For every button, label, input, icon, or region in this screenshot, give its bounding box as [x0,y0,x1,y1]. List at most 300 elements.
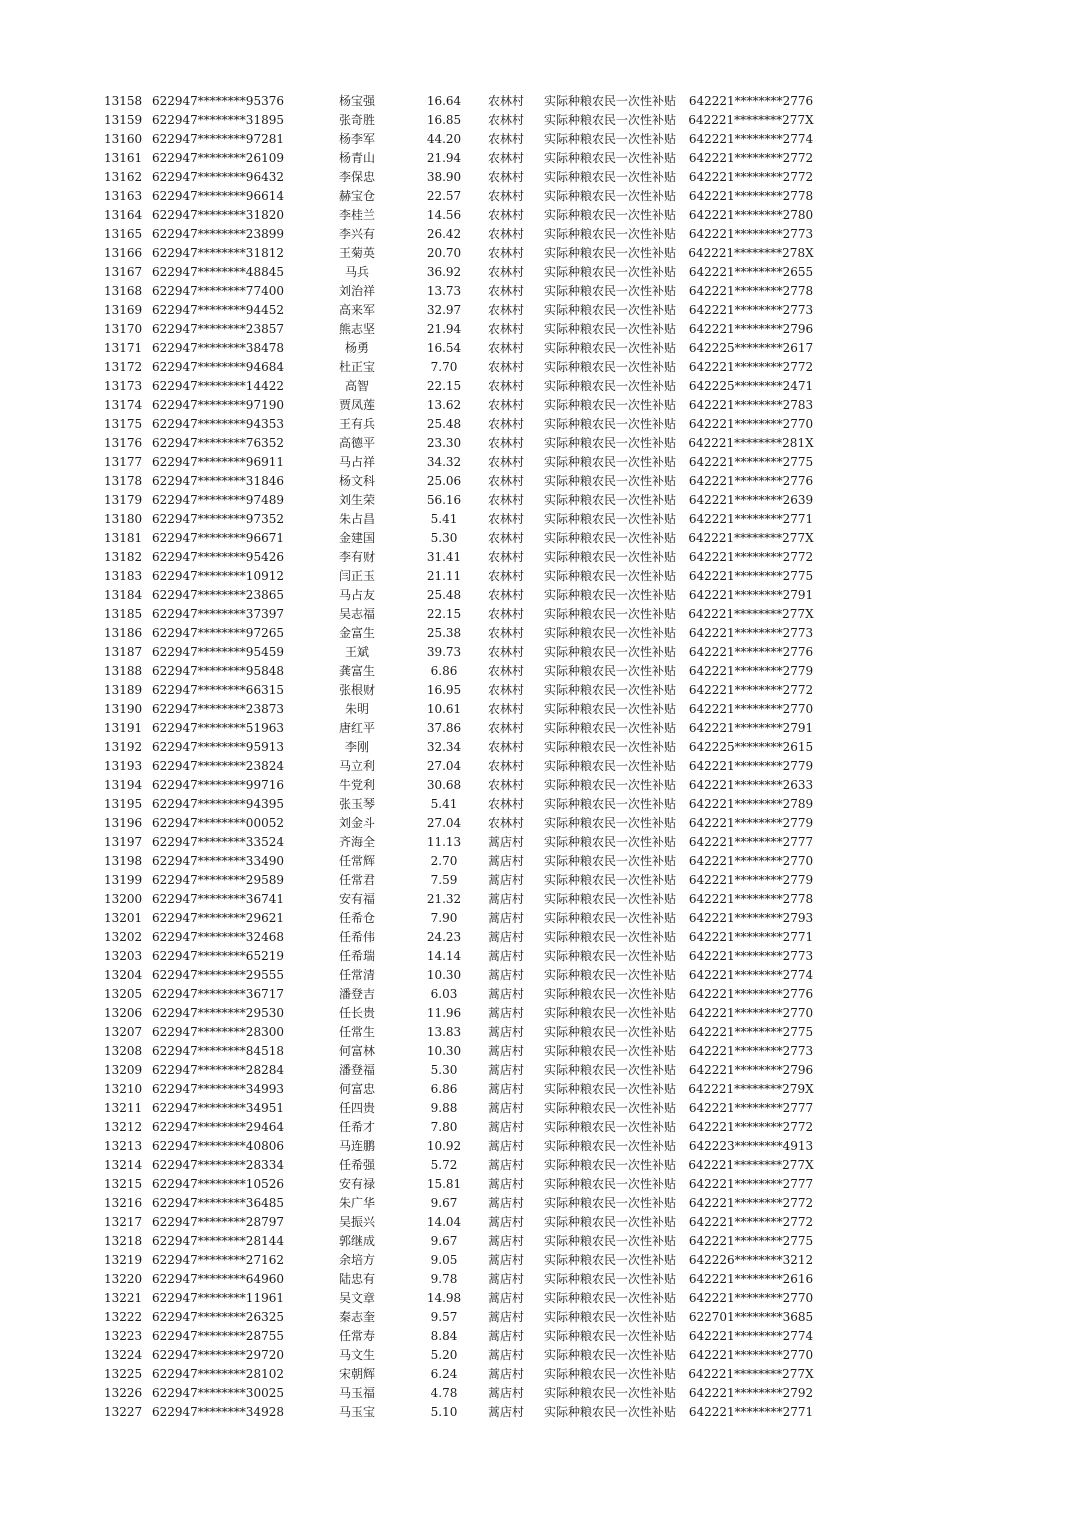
subsidy-type: 实际种粮农民一次性补贴 [543,189,676,203]
table-row [0,396,1074,415]
farmer-name: 马占祥 [338,455,375,469]
id-card-number: 642221********2773 [688,227,814,241]
bank-card-number: 622947********00052 [152,816,284,830]
subsidy-type: 实际种粮农民一次性补贴 [543,1044,676,1058]
row-spacer [818,586,1074,605]
bank-card-number: 622947********97281 [152,132,284,146]
id-card-number: 642221********2616 [688,1272,814,1286]
village-name: 蒿店村 [487,1120,524,1134]
bank-card-number: 622947********23857 [152,322,284,336]
row-number: 13209 [104,1063,143,1077]
subsidy-amount: 10.30 [426,1044,462,1058]
farmer-name: 安有福 [338,892,375,906]
subsidy-type: 实际种粮农民一次性补贴 [543,284,676,298]
row-spacer [818,491,1074,510]
farmer-name: 任希伟 [338,930,375,944]
table-row [0,282,1074,301]
subsidy-amount: 22.57 [426,189,462,203]
farmer-name: 潘登吉 [338,987,375,1001]
row-spacer [818,92,1074,111]
farmer-name: 马玉宝 [338,1405,375,1419]
id-card-number: 642225********2471 [688,379,814,393]
bank-card-number: 622947********94684 [152,360,284,374]
row-spacer [818,1289,1074,1308]
village-name: 蒿店村 [487,1177,524,1191]
subsidy-amount: 4.78 [430,1386,458,1400]
bank-card-number: 622947********96614 [152,189,284,203]
bank-card-number: 622947********34928 [152,1405,284,1419]
table-row [0,662,1074,681]
farmer-name: 任希仓 [338,911,375,925]
subsidy-type: 实际种粮农民一次性补贴 [543,664,676,678]
village-name: 农林村 [487,664,524,678]
subsidy-amount: 25.06 [426,474,462,488]
table-row [0,377,1074,396]
farmer-name: 任希瑞 [338,949,375,963]
village-name: 蒿店村 [487,892,524,906]
village-name: 蒿店村 [487,987,524,1001]
table-row [0,1213,1074,1232]
farmer-name: 杨青山 [338,151,375,165]
row-spacer [818,225,1074,244]
subsidy-amount: 27.04 [426,759,462,773]
subsidy-amount: 25.38 [426,626,462,640]
bank-card-number: 622947********34951 [152,1101,284,1115]
row-number: 13189 [104,683,143,697]
farmer-name: 杨勇 [344,341,369,355]
row-number: 13204 [104,968,143,982]
row-number: 13176 [104,436,143,450]
row-number: 13184 [104,588,143,602]
village-name: 农林村 [487,265,524,279]
village-name: 农林村 [487,208,524,222]
village-name: 农林村 [487,341,524,355]
village-name: 农林村 [487,170,524,184]
village-name: 农林村 [487,702,524,716]
subsidy-type: 实际种粮农民一次性补贴 [543,1329,676,1343]
id-card-number: 642221********279X [688,1082,814,1096]
table-row [0,206,1074,225]
village-name: 农林村 [487,151,524,165]
farmer-name: 余培方 [338,1253,375,1267]
farmer-name: 杨宝强 [338,94,375,108]
id-card-number: 642221********2639 [688,493,814,507]
bank-card-number: 622947********28284 [152,1063,284,1077]
bank-card-number: 622947********96671 [152,531,284,545]
bank-card-number: 622947********76352 [152,436,284,450]
subsidy-amount: 21.32 [426,892,462,906]
farmer-name: 刘生荣 [338,493,375,507]
id-card-number: 642221********2783 [688,398,814,412]
bank-card-number: 622947********38478 [152,341,284,355]
bank-card-number: 622947********94395 [152,797,284,811]
bank-card-number: 622947********66315 [152,683,284,697]
id-card-number: 642221********2771 [688,512,814,526]
subsidy-amount: 10.61 [426,702,462,716]
bank-card-number: 622947********31895 [152,113,284,127]
farmer-name: 任希才 [338,1120,375,1134]
row-number: 13166 [104,246,143,260]
farmer-name: 朱明 [344,702,369,716]
village-name: 农林村 [487,626,524,640]
village-name: 蒿店村 [487,968,524,982]
table-row [0,168,1074,187]
row-number: 13188 [104,664,143,678]
row-spacer [818,757,1074,776]
subsidy-amount: 5.30 [430,531,458,545]
row-spacer [818,548,1074,567]
subsidy-type: 实际种粮农民一次性补贴 [543,436,676,450]
village-name: 蒿店村 [487,1386,524,1400]
id-card-number: 642221********277X [688,531,814,545]
table-row [0,320,1074,339]
village-name: 蒿店村 [487,854,524,868]
row-spacer [818,510,1074,529]
village-name: 蒿店村 [487,1196,524,1210]
table-row [0,1099,1074,1118]
bank-card-number: 622947********23873 [152,702,284,716]
bank-card-number: 622947********94452 [152,303,284,317]
row-spacer [818,814,1074,833]
subsidy-type: 实际种粮农民一次性补贴 [543,683,676,697]
row-spacer [818,966,1074,985]
bank-card-number: 622947********40806 [152,1139,284,1153]
row-number: 13165 [104,227,143,241]
bank-card-number: 622947********27162 [152,1253,284,1267]
bank-card-number: 622947********31846 [152,474,284,488]
farmer-name: 马连鹏 [338,1139,375,1153]
subsidy-amount: 21.94 [426,322,462,336]
table-row [0,263,1074,282]
subsidy-amount: 25.48 [426,588,462,602]
village-name: 农林村 [487,284,524,298]
subsidy-amount: 5.30 [430,1063,458,1077]
subsidy-amount: 14.04 [426,1215,462,1229]
row-number: 13190 [104,702,143,716]
row-spacer [818,415,1074,434]
subsidy-amount: 7.80 [430,1120,458,1134]
farmer-name: 任常生 [338,1025,375,1039]
bank-card-number: 622947********28102 [152,1367,284,1381]
subsidy-type: 实际种粮农民一次性补贴 [543,1177,676,1191]
table-row [0,434,1074,453]
row-spacer [818,206,1074,225]
subsidy-type: 实际种粮农民一次性补贴 [543,208,676,222]
subsidy-type: 实际种粮农民一次性补贴 [543,1101,676,1115]
row-spacer [818,1156,1074,1175]
id-card-number: 622701********3685 [688,1310,814,1324]
farmer-name: 赫宝仓 [338,189,375,203]
row-number: 13216 [104,1196,143,1210]
bank-card-number: 622947********77400 [152,284,284,298]
row-number: 13221 [104,1291,143,1305]
bank-card-number: 622947********10912 [152,569,284,583]
subsidy-type: 实际种粮农民一次性补贴 [543,1405,676,1419]
row-spacer [818,928,1074,947]
id-card-number: 642221********2633 [688,778,814,792]
row-spacer [818,1023,1074,1042]
id-card-number: 642221********2791 [688,721,814,735]
row-spacer [818,738,1074,757]
village-name: 农林村 [487,303,524,317]
row-spacer [818,909,1074,928]
bank-card-number: 622947********29464 [152,1120,284,1134]
village-name: 农林村 [487,493,524,507]
village-name: 农林村 [487,360,524,374]
table-row [0,700,1074,719]
farmer-name: 王斌 [344,645,369,659]
village-name: 蒿店村 [487,873,524,887]
table-row [0,1042,1074,1061]
farmer-name: 马文生 [338,1348,375,1362]
subsidy-type: 实际种粮农民一次性补贴 [543,1158,676,1172]
row-number: 13207 [104,1025,143,1039]
row-spacer [818,377,1074,396]
subsidy-amount: 5.41 [430,797,458,811]
subsidy-type: 实际种粮农民一次性补贴 [543,1082,676,1096]
bank-card-number: 622947********30025 [152,1386,284,1400]
row-number: 13215 [104,1177,143,1191]
row-spacer [818,662,1074,681]
subsidy-amount: 9.67 [430,1234,458,1248]
farmer-name: 吴文章 [338,1291,375,1305]
bank-card-number: 622947********36717 [152,987,284,1001]
row-spacer [818,1099,1074,1118]
subsidy-type: 实际种粮农民一次性补贴 [543,1025,676,1039]
id-card-number: 642221********2779 [688,759,814,773]
subsidy-amount: 34.32 [426,455,462,469]
row-number: 13224 [104,1348,143,1362]
id-card-number: 642221********2780 [688,208,814,222]
village-name: 蒿店村 [487,1006,524,1020]
subsidy-amount: 22.15 [426,379,462,393]
subsidy-amount: 9.88 [430,1101,458,1115]
village-name: 蒿店村 [487,1329,524,1343]
subsidy-type: 实际种粮农民一次性补贴 [543,759,676,773]
table-row [0,472,1074,491]
village-name: 农林村 [487,778,524,792]
subsidy-type: 实际种粮农民一次性补贴 [543,911,676,925]
bank-card-number: 622947********34993 [152,1082,284,1096]
row-spacer [818,890,1074,909]
table-row [0,719,1074,738]
row-spacer [818,1365,1074,1384]
row-spacer [818,776,1074,795]
village-name: 农林村 [487,740,524,754]
row-number: 13210 [104,1082,143,1096]
row-spacer [818,1308,1074,1327]
table-row [0,92,1074,111]
subsidy-amount: 15.81 [426,1177,462,1191]
row-number: 13175 [104,417,143,431]
subsidy-amount: 6.86 [430,1082,458,1096]
subsidy-type: 实际种粮农民一次性补贴 [543,265,676,279]
subsidy-amount: 16.64 [426,94,462,108]
table-row [0,339,1074,358]
table-row [0,947,1074,966]
subsidy-amount: 6.86 [430,664,458,678]
id-card-number: 642221********2778 [688,189,814,203]
bank-card-number: 622947********95913 [152,740,284,754]
village-name: 农林村 [487,246,524,260]
farmer-name: 金建国 [338,531,375,545]
subsidy-type: 实际种粮农民一次性补贴 [543,531,676,545]
row-spacer [818,795,1074,814]
row-number: 13196 [104,816,143,830]
subsidy-type: 实际种粮农民一次性补贴 [543,493,676,507]
table-row [0,225,1074,244]
farmer-name: 李有财 [338,550,375,564]
table-body [0,92,1074,1422]
subsidy-amount: 21.11 [426,569,462,583]
table-row [0,1137,1074,1156]
farmer-name: 熊志坚 [338,322,375,336]
subsidy-type: 实际种粮农民一次性补贴 [543,1120,676,1134]
subsidy-type: 实际种粮农民一次性补贴 [543,474,676,488]
table-row [0,795,1074,814]
village-name: 农林村 [487,474,524,488]
row-spacer [818,1080,1074,1099]
farmer-name: 潘登福 [338,1063,375,1077]
row-number: 13177 [104,455,143,469]
subsidy-amount: 9.78 [430,1272,458,1286]
subsidy-type: 实际种粮农民一次性补贴 [543,550,676,564]
subsidy-type: 实际种粮农民一次性补贴 [543,949,676,963]
farmer-name: 杜正宝 [338,360,375,374]
farmer-name: 杨李军 [338,132,375,146]
subsidy-amount: 13.73 [426,284,462,298]
table-row [0,1365,1074,1384]
table-row [0,605,1074,624]
row-spacer [818,282,1074,301]
bank-card-number: 622947********96432 [152,170,284,184]
table-row [0,529,1074,548]
village-name: 蒿店村 [487,1253,524,1267]
row-number: 13182 [104,550,143,564]
subsidy-type: 实际种粮农民一次性补贴 [543,512,676,526]
subsidy-amount: 11.13 [426,835,462,849]
id-card-number: 642221********2793 [688,911,814,925]
id-card-number: 642221********2770 [688,1291,814,1305]
village-name: 农林村 [487,569,524,583]
village-name: 蒿店村 [487,930,524,944]
bank-card-number: 622947********28755 [152,1329,284,1343]
id-card-number: 642221********2776 [688,987,814,1001]
table-row [0,1194,1074,1213]
bank-card-number: 622947********99716 [152,778,284,792]
table-row [0,1403,1074,1422]
subsidy-amount: 22.15 [426,607,462,621]
id-card-number: 642221********2770 [688,1006,814,1020]
bank-card-number: 622947********51963 [152,721,284,735]
id-card-number: 642225********2615 [688,740,814,754]
id-card-number: 642221********2777 [688,1101,814,1115]
table-row [0,1118,1074,1137]
farmer-name: 李刚 [344,740,369,754]
row-number: 13169 [104,303,143,317]
table-row [0,453,1074,472]
farmer-name: 张奇胜 [338,113,375,127]
table-row [0,1061,1074,1080]
id-card-number: 642221********2773 [688,1044,814,1058]
farmer-name: 王有兵 [338,417,375,431]
subsidy-type: 实际种粮农民一次性补贴 [543,379,676,393]
subsidy-type: 实际种粮农民一次性补贴 [543,873,676,887]
subsidy-type: 实际种粮农民一次性补贴 [543,854,676,868]
bank-card-number: 622947********28144 [152,1234,284,1248]
subsidy-amount: 32.97 [426,303,462,317]
id-card-number: 642221********2772 [688,151,814,165]
subsidy-amount: 14.56 [426,208,462,222]
row-number: 13161 [104,151,143,165]
subsidy-type: 实际种粮农民一次性补贴 [543,740,676,754]
farmer-name: 任希强 [338,1158,375,1172]
farmer-name: 龚富生 [338,664,375,678]
farmer-name: 何富忠 [338,1082,375,1096]
row-spacer [818,263,1074,282]
subsidy-type: 实际种粮农民一次性补贴 [543,322,676,336]
subsidy-amount: 21.94 [426,151,462,165]
subsidy-amount: 27.04 [426,816,462,830]
id-card-number: 642221********2772 [688,1120,814,1134]
table-row [0,1346,1074,1365]
table-row [0,681,1074,700]
table-row [0,833,1074,852]
row-spacer [818,149,1074,168]
subsidy-amount: 9.05 [430,1253,458,1267]
table-row [0,415,1074,434]
bank-card-number: 622947********37397 [152,607,284,621]
village-name: 蒿店村 [487,1234,524,1248]
village-name: 蒿店村 [487,1025,524,1039]
id-card-number: 642221********2655 [688,265,814,279]
subsidy-amount: 39.73 [426,645,462,659]
subsidy-type: 实际种粮农民一次性补贴 [543,797,676,811]
farmer-name: 李桂兰 [338,208,375,222]
row-spacer [818,358,1074,377]
id-card-number: 642221********2779 [688,816,814,830]
farmer-name: 贾凤莲 [338,398,375,412]
bank-card-number: 622947********32468 [152,930,284,944]
row-number: 13168 [104,284,143,298]
row-number: 13199 [104,873,143,887]
bank-card-number: 622947********26325 [152,1310,284,1324]
table-row [0,1327,1074,1346]
farmer-name: 李兴有 [338,227,375,241]
farmer-name: 马玉福 [338,1386,375,1400]
subsidy-amount: 36.92 [426,265,462,279]
id-card-number: 642221********2775 [688,455,814,469]
subsidy-type: 实际种粮农民一次性补贴 [543,1348,676,1362]
id-card-number: 642221********2770 [688,1348,814,1362]
subsidy-amount: 30.68 [426,778,462,792]
id-card-number: 642221********2777 [688,835,814,849]
row-spacer [818,719,1074,738]
village-name: 蒿店村 [487,949,524,963]
row-spacer [818,852,1074,871]
id-card-number: 642221********277X [688,1158,814,1172]
bank-card-number: 622947********65219 [152,949,284,963]
village-name: 农林村 [487,550,524,564]
row-number: 13160 [104,132,143,146]
subsidy-amount: 14.14 [426,949,462,963]
table-row [0,738,1074,757]
table-row [0,586,1074,605]
village-name: 农林村 [487,531,524,545]
farmer-name: 何富林 [338,1044,375,1058]
village-name: 蒿店村 [487,1139,524,1153]
row-number: 13225 [104,1367,143,1381]
